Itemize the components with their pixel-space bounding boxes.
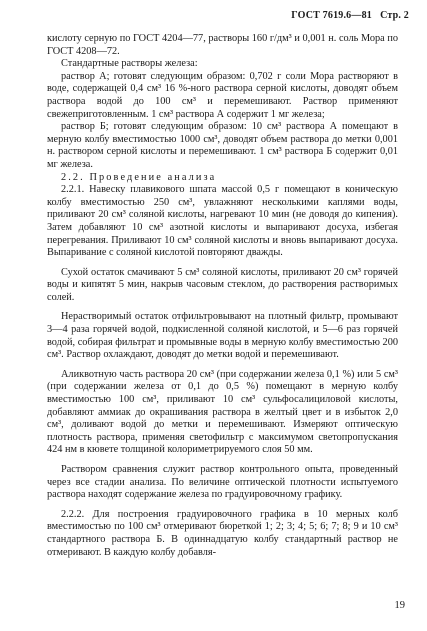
page-label: Стр. 2 [380,10,409,21]
paragraph: Раствором сравнения служит раствор контрольного опыта, проведенный через все стадии анализа. По величине оптической плотности испытуемого раствора находят содержание железа по градуировочному графику. [47,464,398,501]
page-number: 19 [394,600,405,611]
section-heading: 2.2. Проведение анализа [61,171,217,183]
paragraph: Аликвотную часть раствора 20 см³ (при содержании железа 0,1 %) или 5 см³ (при содержании железа от 0,1 до 0,5 %) помещают в мерную колбу вместимостью 100 см³, приливают 10 см³ сульфосалициловой кислоты, добавляют аммиак до окрашивания раствора в желтый цвет и в избыток 2,0 см³, доливают водой до метки и перемешивают. Измеряют оптическую плотность раствора, применяя светофильтр с максимумом светопропускания 424 нм в кювете толщиной колориметрируемого слоя 50 мм. [47,368,398,456]
paragraph: Стандартные растворы железа: [61,58,198,70]
paragraph: кислоту серную по ГОСТ 4204—77, растворы 160 г/дм³ и 0,001 н. соль Мора по ГОСТ 4208—72. [47,33,398,57]
document-body [47,33,398,559]
page-header [291,10,409,23]
paragraph: 2.2.1. Навеску плавикового шпата массой 0,5 г помещают в коническую колбу вместимостью 250 см³, увлажняют несколькими каплями воды, приливают 20 см³ соляной кислоты, нагревают 10 мин (не доводя до кипения). Затем добавляют 10 см³ азотной кислоты и выпаривают досуха, избегая перегревания. Приливают 10 см³ соляной кислоты и вновь выпаривают досуха. Выпаривание с соляной кислотой повторяют дважды. [47,184,398,259]
paragraph: Нерастворимый остаток отфильтровывают на плотный фильтр, промывают 3—4 раза горячей водой, подкисленной соляной кислотой, и 5—6 раз горячей водой, собирая фильтрат и промывные воды в мерную колбу вместимостью 200 см³. Раствор охлаждают, доводят до метки водой и перемешивают. [47,311,398,361]
paragraph: раствор А; готовят следующим образом: 0,702 г соли Мора растворяют в воде, содержащей 0,4 см³ 16 %-ного раствора серной кислоты, доводят объем раствора водой до 100 см³ и перемешивают. Раствор применяют свежеприготовленным. 1 см³ раствора А содержит 1 мг железа; [47,70,398,120]
paragraph: Сухой остаток смачивают 5 см³ соляной кислоты, приливают 20 см³ горячей воды и кипятят 5 мин, накрыв часовым стеклом, до растворения растворимых солей. [47,266,398,303]
paragraph: раствор Б; готовят следующим образом: 10 см³ раствора А помещают в мерную колбу вместимостью 1000 см³, доводят объем раствора до метки 0,001 н. раствором серной кислоты и перемешивают. 1 см³ раствора Б содержит 0,01 мг железа. [47,121,398,170]
paragraph: 2.2.2. Для построения градуировочного графика в 10 мерных колб вместимостью по 100 см³ отмеривают бюреткой 1; 2; 3; 4; 5; 6; 7; 8; 9 и 10 см³ стандартного раствора Б. В одиннадцатую колбу стандартный раствор не отмеривают. В каждую колбу добавля- [47,508,398,558]
standard-number: ГОСТ 7619.6—81 [291,10,372,21]
